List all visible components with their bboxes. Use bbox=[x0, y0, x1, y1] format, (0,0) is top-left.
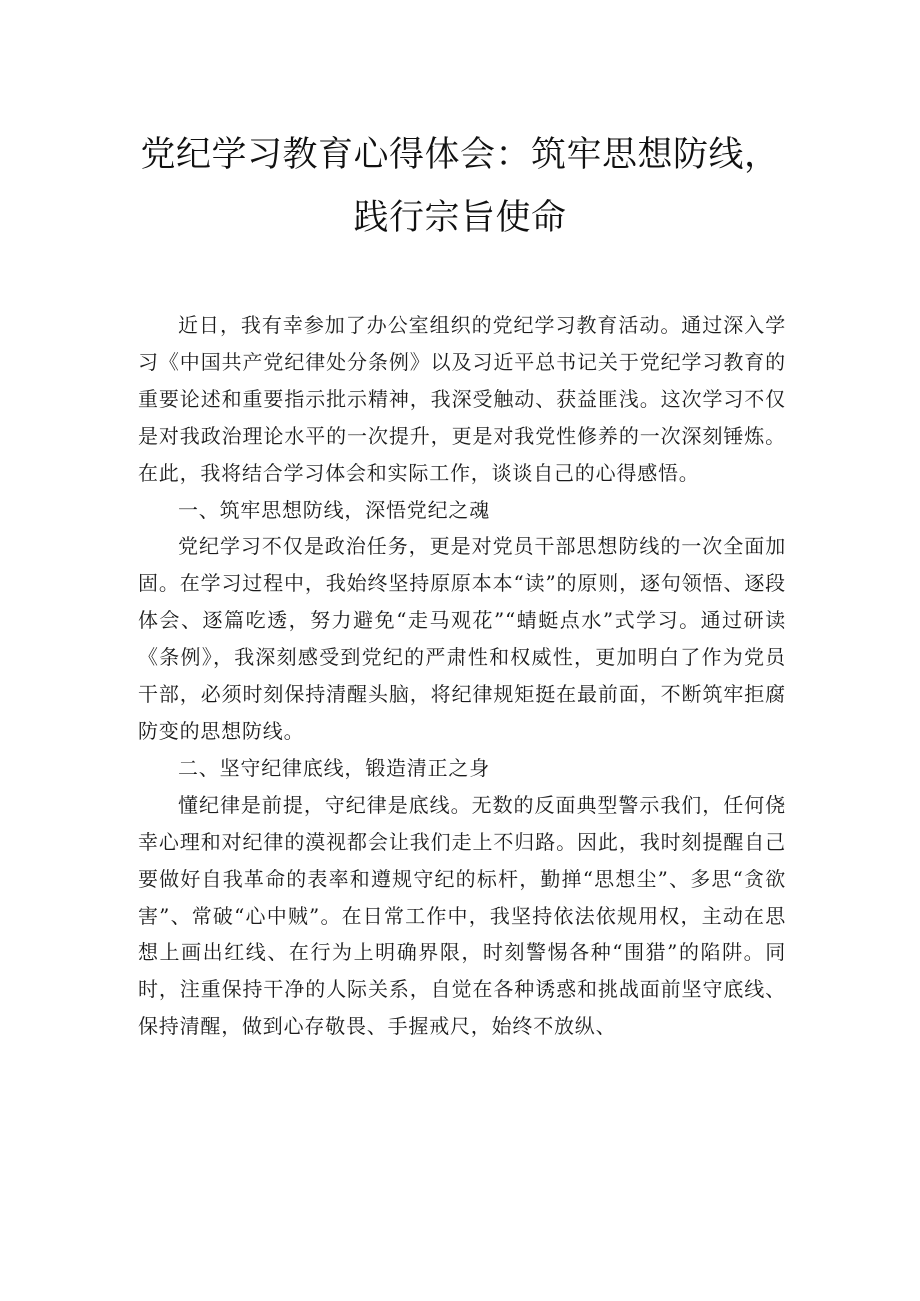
document-title: 党纪学习教育心得体会：筑牢思想防线，践行宗旨使命 bbox=[140, 135, 780, 238]
section-heading-2: 二、坚守纪律底线，锻造清正之身 bbox=[178, 755, 490, 780]
document-body bbox=[138, 307, 786, 1045]
paragraph-section-1: 党纪学习不仅是政治任务，更是对党员干部思想防线的一次全面加固。在学习过程中，我始终坚持原原本本“读”的原则，逐句领悟、逐段体会、逐篇吃透，努力避免“走马观花”“蜻蜓点水”式学习。通过研读《条例》，我深刻感受到党纪的严肃性和权威性，更加明白了作为党员干部，必须时刻保持清醒头脑，将纪律规矩挺在最前面，不断筑牢拒腐防变的思想防线。 bbox=[138, 534, 786, 743]
paragraph-intro: 近日，我有幸参加了办公室组织的党纪学习教育活动。通过深入学习《中国共产党纪律处分条例》以及习近平总书记关于党纪学习教育的重要论述和重要指示批示精神，我深受触动、获益匪浅。这次学习不仅是对我政治理论水平的一次提升，更是对我党性修养的一次深刻锤炼。在此，我将结合学习体会和实际工作，谈谈自己的心得感悟。 bbox=[138, 313, 786, 485]
section-heading-1: 一、筑牢思想防线，深悟党纪之魂 bbox=[178, 497, 490, 522]
paragraph-section-2: 懂纪律是前提，守纪律是底线。无数的反面典型警示我们，任何侥幸心理和对纪律的漠视都会让我们走上不归路。因此，我时刻提醒自己要做好自我革命的表率和遵规守纪的标杆，勤掸“思想尘”、多思“贪欲害”、常破“心中贼”。在日常工作中，我坚持依法依规用权，主动在思想上画出红线、在行为上明确界限，时刻警惕各种“围猎”的陷阱。同时，注重保持干净的人际关系，自觉在各种诱惑和挑战面前坚守底线、保持清醒，做到心存敬畏、手握戒尺，始终不放纵、 bbox=[138, 792, 786, 1039]
